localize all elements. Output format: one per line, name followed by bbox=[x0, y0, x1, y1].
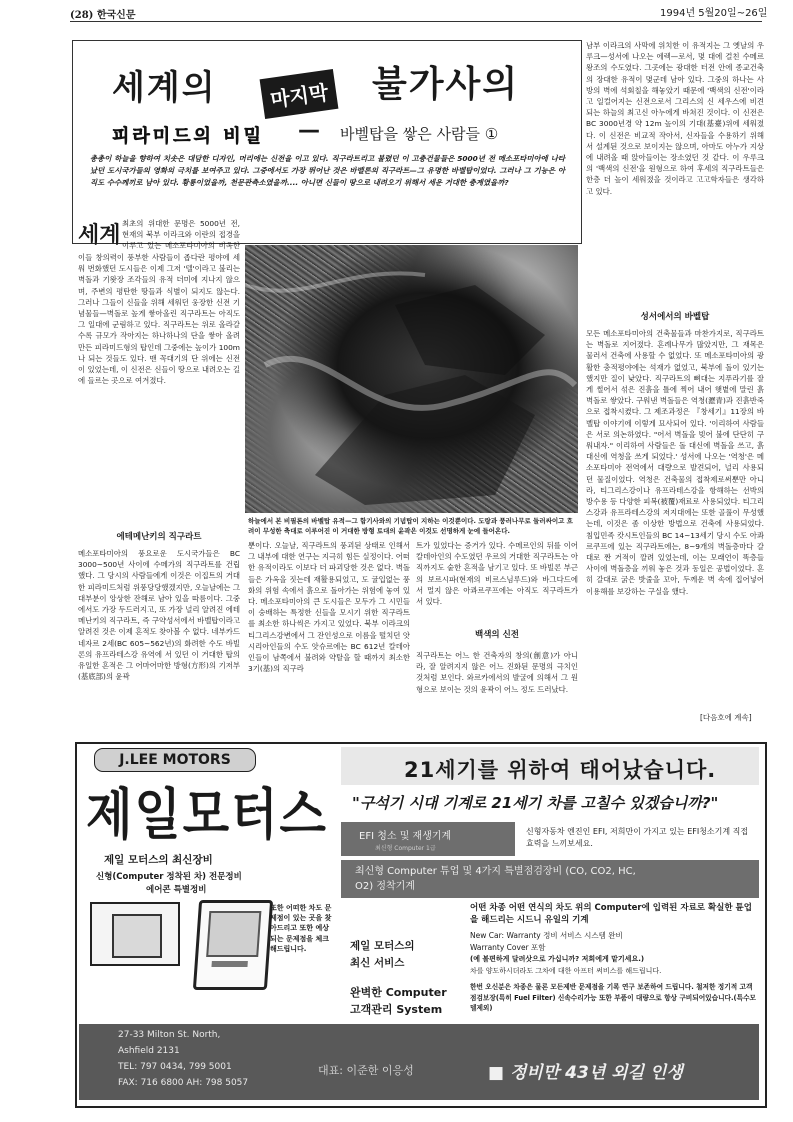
latest-equipment: 제일 모터스의 최신장비 bbox=[104, 854, 213, 866]
col3-text: 트가 있었다는 증거가 있다. 수메르인의 뒤를 이어 칼데아인의 수도였던 우르의 거대한 직구라트는 아직까지도 숱한 흔적을 남기고 있다. 또 바빌론 부근의 보르시파(현재의 비르스님루드)와 바그다드에서 멀지 않은 아콰르쿠프에는 아직도 직구라트가 서 있다. bbox=[416, 541, 578, 607]
ad-headline: 21세기를 위하여 태어났습니다. bbox=[404, 758, 717, 782]
fax-number: FAX: 716 6800 AH: 798 5057 bbox=[118, 1078, 249, 1088]
col2-text: 뿐이다. 오늘날, 직구라트의 풍괴된 상태로 인해서 그 내부에 대한 연구는 지극히 힘든 실정이다. 어떠한 유적이라도 이보다 더 파괴당한 것은 없다. 벽돌들은 가옥을 짓는데 재활용되었고, 도 귤입없는 풍화의 위험 속에서 흙으로 돌아가는 위험에 놓여 있다. 메소포타미아의 큰 도시들은 모두가 그 시민들이 숭배하는 특정한 신들을 모시기 위한 직구라트를 최소한 하나씩은 가지고 있었다. 북부 이라크의 티그리스강변에서 그 잔인성으로 이름을 떨치던 앗시리아인들의 수도 앗슈르에는 BC 612년 칼데아인들이 남쪽에서 불려와 약탈을 할 때까지 최소한 3기(基)의 직구라 bbox=[248, 541, 410, 674]
efi-box bbox=[341, 822, 515, 856]
new-car-4: 차를 양도하시더라도 그차에 대한 아프터 써비스를 해드립니다. bbox=[470, 967, 662, 975]
system-title-1: 완벽한 Computer bbox=[350, 986, 447, 999]
new-car-3: (예 볼편하게 달려삿으로 가십니까? 저희에게 맡기세요.) bbox=[470, 955, 645, 963]
col1-intro: 최초의 위대한 문명은 5000년 전, 현재의 북부 이라크와 이란의 접경을 이루고 있는 메소포타미아의 비옥한 bbox=[122, 219, 240, 251]
headline-right: 불가사의 bbox=[372, 63, 520, 105]
col1-intro-cont bbox=[78, 252, 240, 522]
experience-banner: ■ 정비만 43년 외길 인생 bbox=[488, 1063, 683, 1083]
subtitle-left: 피라미드의 비밀 bbox=[112, 126, 264, 147]
lead-paragraph: 총총이 하늘을 향하여 치솟은 대담한 디자인, 머리에는 신전을 이고 있다. 직구라트리고 불렸던 이 고층건물들은 5000년 전 메소포타미아에 나타났던 도시국가들의 영화의 극치를 보여주고 있다. 그중에서도 가장 뛰어난 것은 바벨론의 직구라트—그 유명한 바벨탑이었다. 그러나 그 기능은 아직도 수수께끼로 남아 있다. 황룡이었을까, 천문관측소였을까.... 아니면 신들이 땅으로 내려오기 위해서 세운 거대한 층계였을까? bbox=[90, 154, 565, 187]
new-car-1: New Car: Warranty 정비 서비스 시스템 완비 bbox=[470, 931, 623, 940]
col4-top: 남부 이라크의 사막에 위치한 이 유적지는 그 옛날의 우루크—성서에 나오는 에렉—로서, 몇 대에 걸친 수메르왕조의 수도였다. 그곳에는 광대한 터전 안에 종교건축의 장대한 유적이 몇군데 남아 있다. 그중의 하나는 사방의 벽에 석회칠을 해놓았기 때문에 '백색의 신전'이라고 일컬어지는 신전으로서 그리스의 신 세우스에 비견되는 하늘의 최고신 아누에게 바쳐진 것이다. 이 신전은 BC 3000년경 약 12m 높이의 기대(基臺)위에 세워졌다. 이 신전은 비교적 작아서, 신자들을 수용하기 위해서 설계된 것으로 보이지는 않으며, 아마도 아누가 지상에 내려올 때 앉아들이는 장소였던 것 같다. 이 우루크의 '백색의 신전'을 원형으로 하여 후세의 직구라트들은 한층 더 높이 세워졌을 것이라고 고고학자들은 생각하고 있다. bbox=[586, 41, 764, 196]
col3-section-body: 직구라트는 어느 한 건축자의 창의(創意)가 아니라, 잘 알려지지 않은 어느 진화된 문명의 극치인 것처럼 보인다. 와르카에서의 발굴에 의해서 그 원형으로 보이는 것의 윤곽이 어느 정도 드러났다. bbox=[416, 651, 578, 694]
col1-body: 이들 창의력이 풍부한 사람들이 좁다란 평야에 세워 번화했던 도시들은 이제 그저 '텔'이라고 불리는 벽돌과 기왓장 조각들의 유적 더미에 지나지 않으며, 주변의 평탄한 땅들과 식별이 되지도 않는다. 그러나 그들이 신들을 위해 세워던 웅장한 신전 기념물들—벽돌로 높게 쌓아올린 직구라트는 아직도 그 일대에 군림하고 있다. 직구라트는 위로 올라갈수록 규모가 작아지는 하나하나의 단을 쌓아 올려 만든 피라미드형의 탑인데 그중에는 높이가 100m나 되는 것들도 있다. 맨 꼭대기의 단 위에는 신전이 있었는데, 이 신전은 신들이 땅으로 내려오는 길에 들르는 곳으로 여겨졌다. bbox=[78, 253, 240, 386]
equipment-monitor-image bbox=[193, 900, 273, 990]
address-line-1: 27-33 Milton St. North, bbox=[118, 1030, 221, 1040]
ad-description: 어떤 차종 어떤 연식의 차도 위의 Computer에 입력된 자료로 확실한 튠업을 해드리는 시드니 유일의 기계 bbox=[470, 903, 752, 925]
address-line-2: Ashfield 2131 bbox=[118, 1046, 180, 1056]
ad-brand-tag-text: J.LEE MOTORS bbox=[119, 752, 231, 768]
issue-date: 1994년 5월20일~26일 bbox=[660, 8, 768, 19]
equipment-note: 또한 어떠한 차도 문제점이 있는 곳을 찾아드리고 또한 예상되는 문제점을 체크해드립니다. bbox=[270, 904, 332, 953]
ad-company-name: 제일모터스 bbox=[86, 782, 328, 848]
header-rule bbox=[70, 21, 762, 22]
computer-box bbox=[341, 860, 759, 898]
subtitle-right: 바벨탑을 쌓은 사람들 ① bbox=[340, 125, 499, 143]
col4-section-body: 모든 메소포타미아의 건축물들과 마찬가지로, 직구라트는 벽돌로 지어졌다. 흔례나무가 많았지만, 그 재목은 물러서 건축에 사용할 수 없었다. 또 메소포타미아의 광활한 충적평야에는 석재가 없었고, 북부에 돌이 있기는 했지만 질이 낮았다. 직구라트의 뼈대는 지푸라기를 잘게 썰어서 섞은 진흙을 틀에 찍어 내어 햇볕에 말린 흙벽돌로 쌓았다. 구워낸 벽돌들은 역청(瀝青)과 진흙반죽으로 접착시켰다. 그 제조과정은 『창세기』11장의 바벨탑 이야기에 이렇게 묘사되어 있다. '이리하여 사람들은 서로 의논하였다. "어서 벽돌을 빚어 불에 단단히 구워내자." 이리하여 사람들은 돌 대신에 벽돌을 쓰고, 흙 대신에 역청을 쓰게 되었다.' 성서에 나오는 '역청'은 메소포타미아 전역에서 대량으로 발견되어, 널리 사용되던 물질이었다. 역청은 건축물의 접착제로써뿐만 아니라, 티그리스강이나 유프라테스강을 항해하는 선박의 방수용 등 다양한 피복(被覆)재료로 사용되었다. 티그리스강과 유프라테스강의 저지대에는 또한 골풀이 무성했는데, 이것은 좀 이상한 방법으로 건축에 사용되었다. 침입민족 캇시트인들의 BC 14~13세기 당시 수도 아콰르쿠프에 있는 직구라트에는, 8~9개의 벽돌층마다 갈대로 짠 거적이 깔려 있었는데, 이는 모래언이 똑층들 사이에 벽돌층을 끼워 놓은 것과 동일은 공법이었다. 흔히 갈대로 굵은 밧줄을 꼬아, 두께운 벽 속에 집어넣어 이용해를 보강하는 구실을 했다. bbox=[586, 329, 764, 596]
col1-section-title: 에테메난키의 직구라트 bbox=[116, 532, 202, 542]
system-description: 한번 오신분은 차종은 물론 모든제반 문제점을 기록 연구 보존하여 드립니다. 철저한 정기적 고객 점검보장(특히 Fuel Filter) 신속수리가능 또한 부품이 대량으로 항상 구비되어있습니다.(특수모델제외) bbox=[470, 983, 756, 1012]
phone-number: TEL: 797 0434, 799 5001 bbox=[118, 1062, 232, 1072]
new-car-2: Warranty Cover 포함 bbox=[470, 943, 546, 952]
headline-left: 세계의 bbox=[112, 68, 217, 108]
specialist-service: 신형(Computer 정착된 차) 전문정비 bbox=[96, 872, 242, 882]
col3-section-title: 백색의 신전 bbox=[474, 630, 519, 640]
representatives: 대표: 이준한 이응성 bbox=[318, 1064, 414, 1077]
dropcap: 세계 bbox=[78, 223, 121, 248]
photo-texture bbox=[245, 245, 578, 513]
aircon-service: 에어콘 특별정비 bbox=[146, 885, 207, 895]
service-title-1: 제일 모터스의 bbox=[350, 940, 415, 952]
computer-title: 최신형 Computer 튜업 및 4가지 특별점검장비 (CO, CO2, HC, O2) 정착기계 bbox=[355, 866, 636, 892]
efi-small: 최신형 Computer 1급 bbox=[375, 845, 436, 852]
ad-slogan: "구석기 시대 기계로 21세기 차를 고칠수 있겠습니까?" bbox=[352, 794, 719, 812]
ad-brand-tag bbox=[94, 748, 256, 772]
headline-badge-text: 마지막 bbox=[268, 79, 330, 112]
col1-section-body: 메소포타미아의 풍요로운 도시국가들은 BC 3000~500년 사이에 수메가의 직구라트를 건립했다. 그 당시의 사람들에게 이것은 이집트의 거대한 피라미드처럼 위풍당당했겠지만, 오늘날에는 그 대부분이 앙상한 잔해로 남아 있을 따름이다. 그중에서도 가장 두드러지고, 또 가장 널리 알려진 에테메난키의 직구라트, 즉 구약성서에서 바벨탑이라고 알려진 것은 이제 흔적도 찾아볼 수 없다. 네부카드네자르 2세(BC 605~562년)의 화려한 수도 바빌론의 유프라테스강 유역에 서 있던 이 거대한 탑의 유일한 흔적은 그 어마어마한 방형(方形)의 기저부(基底部)의 윤곽 bbox=[78, 549, 240, 682]
efi-title: EFI 청소 및 재생기계 bbox=[359, 831, 452, 842]
col4-section-title: 성서에서의 바벨탑 bbox=[640, 312, 710, 322]
continued-note: [다음호에 계속] bbox=[700, 713, 752, 722]
page-number: (28) 한국신문 bbox=[70, 10, 136, 21]
system-title-2: 고객관리 System bbox=[350, 1003, 443, 1016]
efi-description: 신형자동차 엔진인 EFI, 저희만이 가지고 있는 EFI청소기계 직접 효력을 느끼보세요. bbox=[526, 827, 749, 848]
ziggurat-aerial-photo bbox=[245, 245, 578, 513]
service-title-2: 최신 서비스 bbox=[350, 957, 405, 969]
subtitle-dash: — bbox=[298, 118, 320, 143]
photo-caption: 하늘에서 본 비필론의 바벨탑 유적—그 함기사와의 기념탑이 지하는 이것뿐이다. 도랑과 풍러나무로 둘러싸이고 흐려이 무성한 축대로 이루어진 이 거대한 방형 토대의 윤곽은 이것도 선명하게 눈에 들어온다. bbox=[248, 517, 573, 535]
equipment-machine-image bbox=[90, 902, 180, 966]
